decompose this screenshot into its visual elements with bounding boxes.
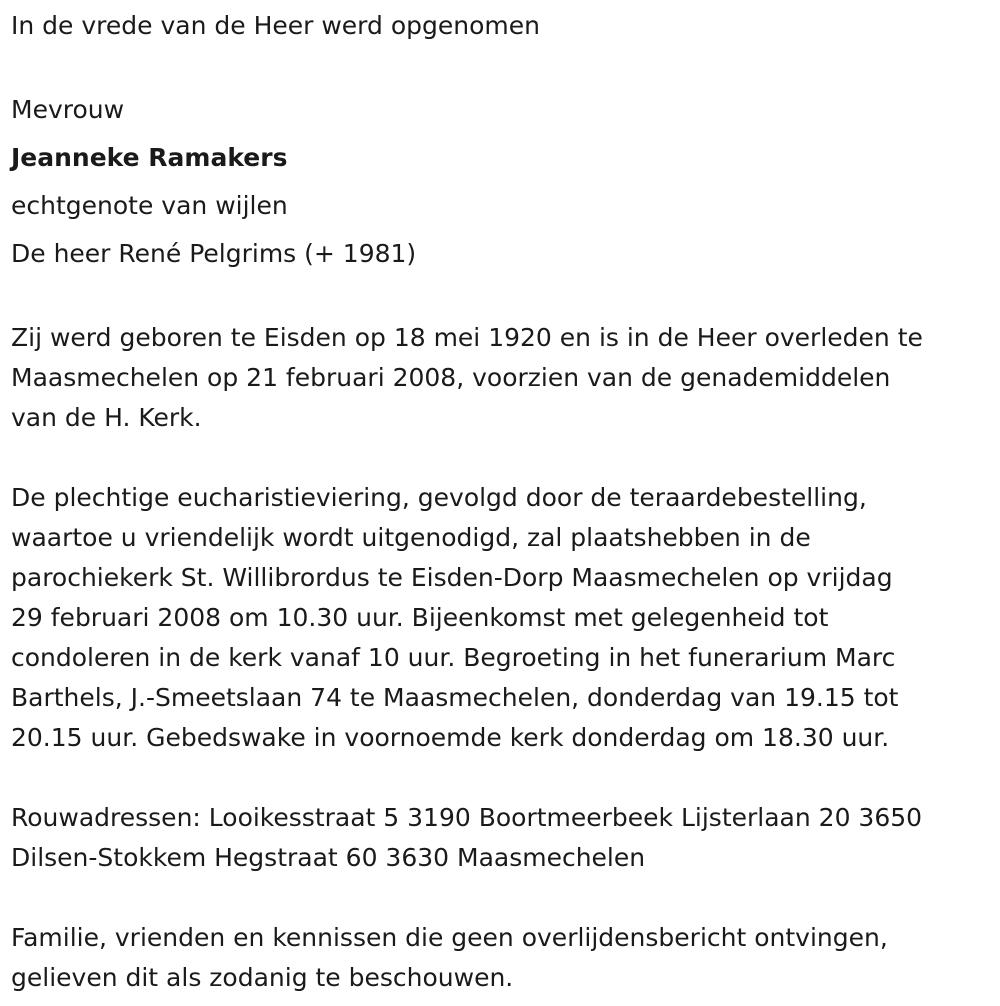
paragraph-line: van de H. Kerk. [11,403,202,432]
paragraph-line: Familie, vrienden en kennissen die geen overlijdensbericht ontvingen, [11,923,888,952]
addresses-paragraph [11,798,996,878]
paragraph-line: Dilsen-Stokkem Hegstraat 60 3630 Maasmechelen [11,843,646,872]
paragraph-line: Maasmechelen op 21 februari 2008, voorzien van de genademiddelen [11,363,891,392]
paragraph-line: De plechtige eucharistieviering, gevolgd door de teraardebestelling, [11,483,867,512]
paragraph-line: 29 februari 2008 om 10.30 uur. Bijeenkomst met gelegenheid tot [11,603,829,632]
paragraph-line: 20.15 uur. Gebedswake in voornoemde kerk donderdag om 18.30 uur. [11,723,890,752]
intro-line: In de vrede van de Heer werd opgenomen [11,11,540,40]
paragraph-line: waartoe u vriendelijk wordt uitgenodigd, zal plaatshebben in de [11,523,811,552]
honorific: Mevrouw [11,95,125,124]
ceremony-paragraph [11,478,996,758]
paragraph-line: Barthels, J.-Smeetslaan 74 te Maasmechelen, donderdag van 19.15 tot [11,683,899,712]
closing-paragraph [11,918,996,998]
paragraph-line: gelieven dit als zodanig te beschouwen. [11,963,514,992]
spouse-line: De heer René Pelgrims (+ 1981) [11,239,417,268]
paragraph-line: condoleren in de kerk vanaf 10 uur. Begroeting in het funerarium Marc [11,643,896,672]
relation-line: echtgenote van wijlen [11,191,288,220]
birth-death-paragraph [11,318,996,438]
deceased-name: Jeanneke Ramakers [11,143,288,172]
paragraph-line: parochiekerk St. Willibrordus te Eisden-Dorp Maasmechelen op vrijdag [11,563,893,592]
paragraph-line: Zij werd geboren te Eisden op 18 mei 1920 en is in de Heer overleden te [11,323,923,352]
paragraph-line: Rouwadressen: Looikesstraat 5 3190 Boortmeerbeek Lijsterlaan 20 3650 [11,803,923,832]
death-notice [11,0,996,998]
